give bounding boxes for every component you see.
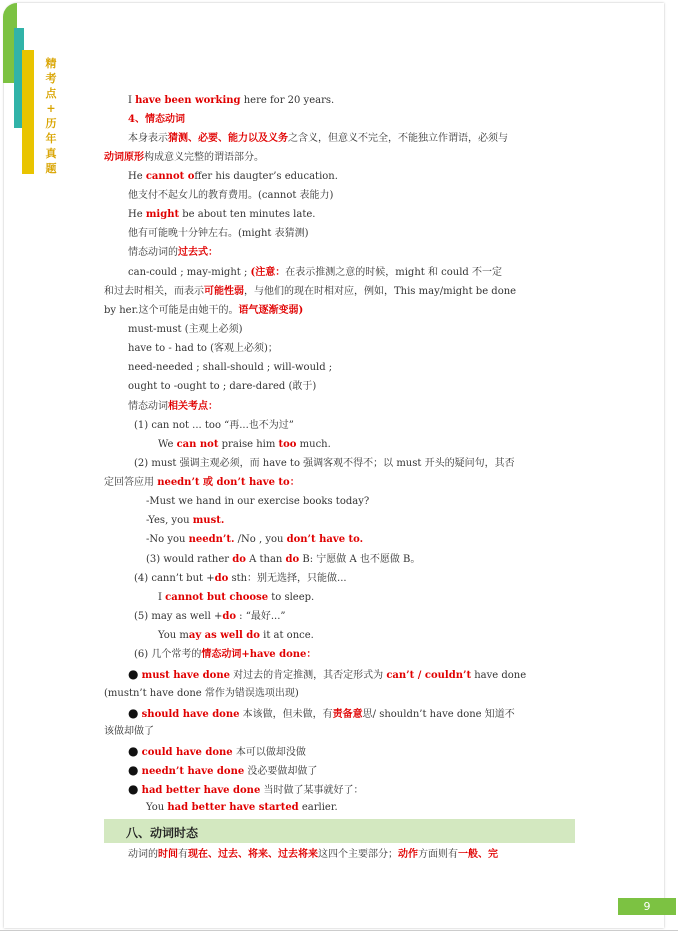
dialog-2: -Yes, you must.: [146, 515, 225, 526]
had-better-example: You had better have started earlier.: [146, 802, 338, 813]
bullet-must-have-done-note: (mustn’t have done 常作为错误选项出现): [104, 688, 299, 699]
past-tense-heading: 情态动词的过去式：: [128, 247, 218, 258]
point-5: (5) may as well +do : “最好...”: [134, 611, 286, 622]
bullet-must-have-done: ● must have done 对过去的肯定推测，其否定形式为 can’t / couldn’t have done: [128, 667, 527, 681]
section-title-verb-tense: 八、动词时态: [126, 826, 199, 840]
point-4: (4) cann’t but +do sth：别无选择，只能做...: [134, 573, 347, 584]
bottom-rule: [0, 930, 678, 931]
dialog-3: -No you needn’t. /No , you don’t have to.: [146, 534, 364, 545]
key-points-heading: 情态动词相关考点：: [128, 401, 218, 412]
bullet-had-better-have-done: ● had better have done 当时做了某事就好了：: [128, 782, 364, 796]
have-to: have to - had to (客观上必须)；: [128, 343, 278, 354]
dialog-1: -Must we hand in our exercise books today?: [146, 496, 370, 507]
paragraph-modal-def-1: 本身表示猜测、必要、能力以及义务之含义，但意义不完全，不能独立作谓语，必须与: [128, 133, 508, 144]
example-might: He might be about ten minutes late.: [128, 209, 316, 220]
accent-bar-yellow: [22, 50, 34, 174]
past-tense-line-2: 和过去时相关，而表示可能性弱，与他们的现在时相对应，例如，This may/might be done: [104, 286, 517, 297]
must-must: must-must (主观上必须): [128, 324, 243, 335]
point-1: (1) can not ... too “再...也不为过”: [134, 420, 294, 431]
page-number: 9: [618, 898, 676, 915]
example-have-been-working: I have been working here for 20 years.: [128, 95, 335, 106]
past-tense-line-3: by her.这个可能是由她干的。语气逐渐变弱): [104, 305, 304, 316]
point-2-cont: 定回答应用 needn’t 或 don’t have to：: [104, 477, 300, 488]
paragraph-modal-def-2: 动词原形构成意义完整的谓语部分。: [104, 152, 264, 163]
example-might-cn: 他有可能晚十分钟左右。(might 表猜测): [128, 228, 309, 239]
point-1-example: We can not praise him too much.: [158, 439, 331, 450]
point-2: (2) must 强调主观必须，而 have to 强调客观不得不；以 must 开头的疑问句，其否: [134, 458, 515, 469]
heading-modal-verbs: 4、情态动词: [128, 114, 185, 125]
side-title: 精 考 点 + 历 年 真 题: [45, 57, 57, 175]
bullet-could-have-done: ● could have done 本可以做却没做: [128, 744, 306, 758]
point-5-example: You may as well do it at once.: [158, 630, 314, 641]
point-4-example: I cannot but choose to sleep.: [158, 592, 315, 603]
ought-to: ought to -ought to ; dare-dared (敢于): [128, 381, 317, 392]
point-3: (3) would rather do A than do B: 宁愿做 A 也不愿做 B。: [146, 554, 421, 565]
bullet-neednt-have-done: ● needn’t have done 没必要做却做了: [128, 763, 318, 777]
past-tense-line-1: can-could ; may-might ; (注意：在表示推测之意的时候，might 和 could 不一定: [128, 267, 502, 278]
example-cannot: He cannot offer his daugter’s education.: [128, 171, 338, 182]
point-6: (6) 几个常考的情态动词+have done：: [134, 649, 317, 660]
bullet-should-have-done: ● should have done 本该做，但未做，有责备意思/ shouldn’t have done 知道不: [128, 706, 515, 720]
example-cannot-cn: 他支付不起女儿的教育费用。(cannot 表能力): [128, 190, 334, 201]
bullet-should-have-done-cont: 该做却做了: [104, 726, 154, 737]
tense-intro-line: 动词的时间有现在、过去、将来、过去将来这四个主要部分；动作方面则有一般、完: [128, 849, 498, 860]
need-needed: need-needed ; shall-should ; will-would ;: [128, 362, 333, 373]
